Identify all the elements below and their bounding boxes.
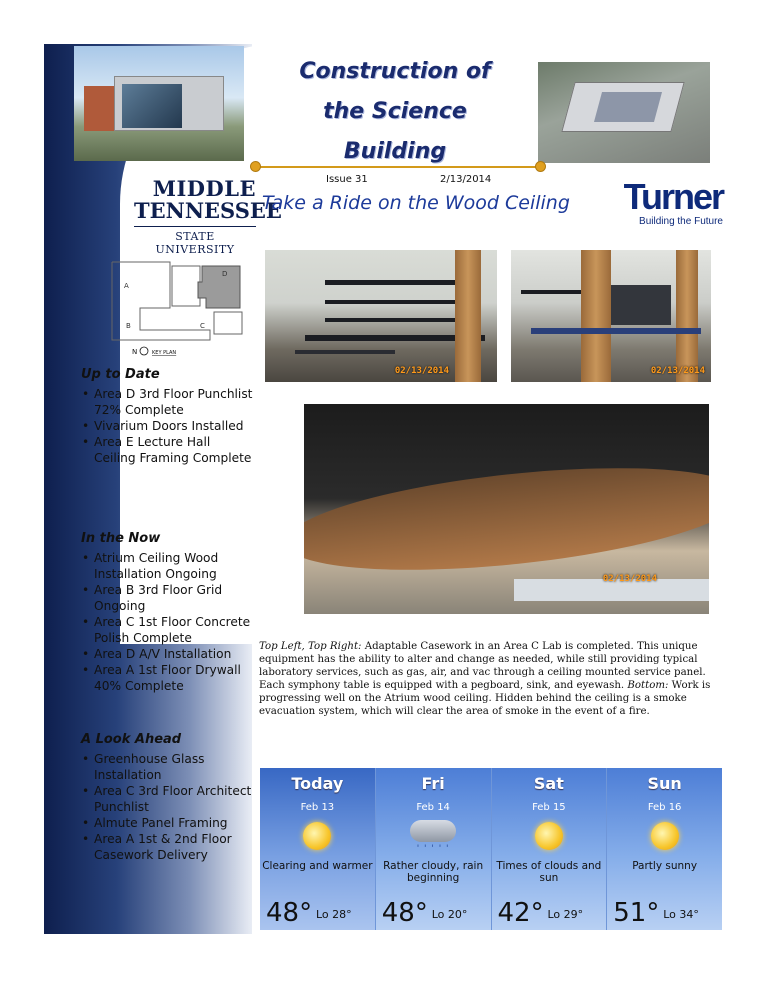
list-item: • Area A 1st Floor Drywall 40% Complete bbox=[81, 662, 253, 694]
key-plan-label: KEY PLAN bbox=[152, 350, 177, 356]
key-plan-diagram bbox=[110, 260, 245, 358]
photo-datestamp: 02/13/2014 bbox=[394, 366, 449, 376]
list-item: • Almute Panel Framing bbox=[81, 815, 253, 831]
list-item: • Atrium Ceiling Wood Installation Ongoing bbox=[81, 550, 253, 582]
section-heading-a-look-ahead: A Look Ahead bbox=[81, 732, 182, 747]
rule-dot-right bbox=[535, 161, 546, 172]
lab-casework-photo-right bbox=[511, 250, 711, 382]
issue-date: 2/13/2014 bbox=[440, 174, 492, 185]
list-item: • Area D 3rd Floor Punchlist 72% Complete bbox=[81, 386, 253, 418]
photo-caption: Top Left, Top Right: Adaptable Casework in an Area C Lab is completed. This unique equipment has the ability to alter and change as needed, while still providing typical laboratory services, such as gas, air, and vac through a ceiling mounted service panel. Each symphony table is equipped with a pegboard, sink, and eyewash. Bottom: Work is progressing well on the Atrium wood ceiling. Hidden behind the ceiling is a smoke evacuation system, which will clear the area of smoke in the event of a fire. bbox=[259, 641, 711, 717]
title-rule bbox=[255, 166, 540, 168]
atrium-wood-ceiling-photo bbox=[304, 404, 709, 614]
forecast-sat: Sat Feb 15 Times of clouds and sun 42° Lo 29° bbox=[492, 768, 608, 930]
issue-number: Issue 31 bbox=[326, 174, 368, 185]
keyplan-area-c: C bbox=[200, 322, 205, 330]
forecast-sun: Sun Feb 16 Partly sunny 51° Lo 34° bbox=[613, 774, 699, 928]
north-arrow-icon bbox=[140, 347, 148, 355]
sun-icon bbox=[535, 822, 563, 850]
forecast-fri: Fri Feb 14 ' ' ' ' ' Rather cloudy, rain beginning 48° Lo 20° bbox=[376, 768, 492, 930]
aerial-site-photo bbox=[538, 62, 710, 163]
building-rendering-photo bbox=[74, 46, 244, 161]
rain-cloud-icon bbox=[410, 820, 456, 842]
article-headline: Take a Ride on the Wood Ceiling bbox=[262, 192, 570, 214]
weather-forecast bbox=[260, 768, 722, 930]
photo-datestamp: 02/13/2014 bbox=[650, 366, 705, 376]
forecast-today: Today Feb 13 Clearing and warmer 48° Lo 28° bbox=[260, 768, 376, 930]
north-label: N bbox=[132, 348, 138, 356]
newsletter-title: Construction of the Science Building bbox=[299, 59, 491, 164]
turner-logo: Turner Building the Future bbox=[623, 176, 723, 227]
keyplan-area-a: A bbox=[124, 282, 129, 290]
list-item: • Area C 3rd Floor Architect Punchlist bbox=[81, 783, 253, 815]
list-item: • Vivarium Doors Installed bbox=[81, 418, 253, 434]
in-the-now-list bbox=[81, 550, 253, 694]
section-heading-up-to-date: Up to Date bbox=[81, 367, 160, 382]
keyplan-area-b: B bbox=[126, 322, 131, 330]
a-look-ahead-list bbox=[81, 751, 253, 863]
list-item: • Area E Lecture Hall Ceiling Framing Complete bbox=[81, 434, 253, 466]
up-to-date-list bbox=[81, 386, 253, 466]
list-item: • Area C 1st Floor Concrete Polish Complete bbox=[81, 614, 253, 646]
list-item: • Area A 1st & 2nd Floor Casework Delivery bbox=[81, 831, 253, 863]
photo-datestamp: 02/13/2014 bbox=[602, 574, 657, 584]
section-heading-in-the-now: In the Now bbox=[81, 531, 161, 546]
keyplan-area-d: D bbox=[222, 270, 228, 278]
list-item: • Area B 3rd Floor Grid Ongoing bbox=[81, 582, 253, 614]
sun-icon bbox=[651, 822, 679, 850]
list-item: • Area D A/V Installation bbox=[81, 646, 253, 662]
rule-dot-left bbox=[250, 161, 261, 172]
list-item: • Greenhouse Glass Installation bbox=[81, 751, 253, 783]
mtsu-logo: MIDDLE TENNESSEE STATE UNIVERSITY bbox=[134, 176, 282, 256]
lab-casework-photo-left bbox=[265, 250, 497, 382]
sun-icon bbox=[303, 822, 331, 850]
